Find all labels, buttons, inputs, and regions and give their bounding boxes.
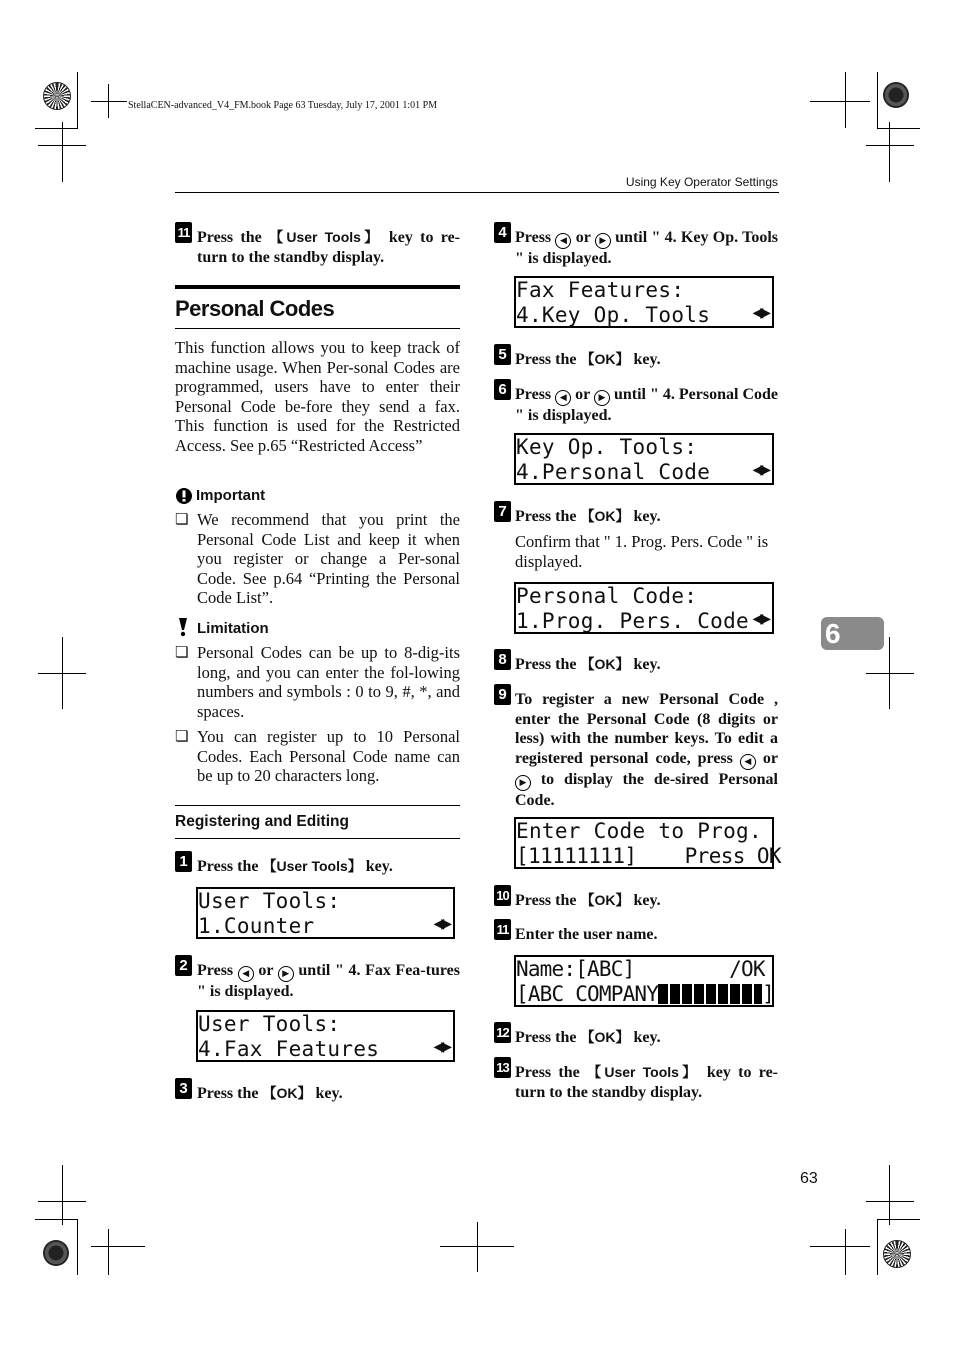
- step-number: 8: [494, 649, 511, 670]
- lcd-display: [514, 433, 774, 485]
- lcd-line: [ABC COMPANY ]: [516, 982, 774, 1006]
- intro-paragraph: This function allows you to keep track of machine usage. When Per-sonal Codes are programmed, users have to enter their Personal Code be-fore they send a fax. This function is used for the Restricted Access. See p.65 “Restricted Access”: [175, 338, 460, 455]
- user-tools-key: 【User Tools】: [262, 858, 362, 874]
- scroll-arrows-icon: ◀▶: [752, 305, 768, 321]
- left-arrow-key-icon: ◀: [238, 966, 254, 982]
- checkbox-icon: ❏: [175, 727, 189, 745]
- scroll-arrows-icon: ◀▶: [433, 916, 449, 932]
- step-number: 13: [494, 1057, 511, 1078]
- lcd-line: Enter Code to Prog.: [516, 819, 762, 843]
- user-tools-key: 【User Tools】: [269, 229, 382, 245]
- step-number: 12: [494, 1022, 511, 1043]
- step-instruction: Press ◀ or ▶ until " 4. Fax Fea-tures " is displayed.: [197, 962, 461, 1000]
- step-instruction: Press the 【User Tools】 key to re-turn to the standby display.: [515, 1064, 779, 1101]
- step-number: 4: [494, 222, 511, 243]
- input-cursor-blocks: [658, 984, 762, 1004]
- lcd-display: [514, 817, 781, 869]
- lcd-display: [196, 1010, 455, 1062]
- header-rule: [175, 192, 779, 193]
- lcd-display: [514, 582, 774, 634]
- limitation-text-2: You can register up to 10 Personal Codes. Each Personal Code name can be up to 20 characters long.: [197, 727, 460, 785]
- section-rule: [175, 285, 460, 289]
- step-number: 6: [494, 379, 511, 400]
- step-number: 7: [494, 501, 511, 522]
- step-instruction: Press the 【User Tools】 key.: [197, 858, 393, 875]
- step-instruction: Press the 【OK】 key.: [515, 656, 661, 673]
- step-instruction: Press the 【OK】 key.: [515, 1029, 661, 1046]
- important-text: We recommend that you print the Personal Code List and keep it when you register or change a Per-sonal Code. See p.64 “Printing the Personal Code List”.: [197, 510, 460, 607]
- lcd-display: [196, 887, 455, 939]
- scroll-arrows-icon: ◀▶: [752, 462, 768, 478]
- step-note: Confirm that " 1. Prog. Pers. Code " is displayed.: [515, 532, 769, 571]
- step-instruction: Press ◀ or ▶ until " 4. Key Op. Tools " is displayed.: [515, 229, 778, 267]
- step-instruction: Press the 【User Tools】 key to re-turn to the standby display.: [197, 229, 461, 266]
- left-arrow-key-icon: ◀: [555, 233, 571, 249]
- right-arrow-key-icon: ▶: [595, 233, 611, 249]
- lcd-line: Name:[ABC] /OK: [516, 957, 765, 981]
- lcd-line: 4.Personal Code: [516, 460, 711, 484]
- checkbox-icon: ❏: [175, 643, 189, 661]
- right-arrow-key-icon: ▶: [278, 966, 294, 982]
- step-instruction: Press the 【OK】 key.: [515, 508, 661, 525]
- limitation-text-1: Personal Codes can be up to 8-dig-its long, and you can enter the fol-lowing numbers and symbols : 0 to 9, #, *, and spaces.: [197, 643, 460, 721]
- step-instruction: To register a new Personal Code , enter the Personal Code (8 digits or less) with the number keys. To edit a registered personal code, press ◀ or ▶ to display the de-sired Personal Code.: [515, 691, 778, 809]
- step-instruction: Press the 【OK】 key.: [197, 1085, 343, 1102]
- subsection-rule: [175, 805, 460, 806]
- lcd-line: User Tools:: [198, 889, 341, 913]
- limitation-icon: [176, 617, 190, 637]
- step-instruction: Press the 【OK】 key.: [515, 351, 661, 368]
- checkbox-icon: ❏: [175, 510, 189, 528]
- scroll-arrows-icon: ◀▶: [752, 611, 768, 627]
- step-number: 9: [494, 684, 511, 705]
- ok-key: 【OK】: [580, 892, 630, 908]
- page-number: 63: [800, 1170, 818, 1187]
- right-arrow-key-icon: ▶: [594, 390, 610, 406]
- user-tools-key: 【User Tools】: [587, 1064, 700, 1080]
- limitation-label: Limitation: [197, 620, 269, 637]
- lcd-line: 1.Counter: [198, 914, 315, 938]
- step-instruction: Press ◀ or ▶ until " 4. Personal Code " is displayed.: [515, 386, 779, 424]
- step-instruction: Press the 【OK】 key.: [515, 892, 661, 909]
- chapter-tab: 6: [821, 617, 884, 650]
- ok-key: 【OK】: [580, 656, 630, 672]
- lcd-line: [11111111] Press OK: [516, 844, 781, 868]
- step-number: 5: [494, 344, 511, 365]
- important-icon: [175, 487, 193, 505]
- left-arrow-key-icon: ◀: [555, 390, 571, 406]
- lcd-line: User Tools:: [198, 1012, 341, 1036]
- section-underline: [175, 328, 460, 329]
- ok-key: 【OK】: [580, 351, 630, 367]
- ok-key: 【OK】: [580, 1029, 630, 1045]
- lcd-display: [514, 276, 774, 328]
- step-number: 2: [175, 955, 192, 976]
- lcd-line: 4.Fax Features: [198, 1037, 380, 1061]
- step-instruction: Enter the user name.: [515, 926, 658, 943]
- subsection-underline: [175, 838, 460, 839]
- lcd-line: Key Op. Tools:: [516, 435, 698, 459]
- lcd-line: 1.Prog. Pers. Code: [516, 609, 749, 633]
- ok-key: 【OK】: [580, 508, 630, 524]
- right-arrow-key-icon: ▶: [515, 775, 531, 791]
- running-header: Using Key Operator Settings: [625, 175, 778, 189]
- left-arrow-key-icon: ◀: [740, 754, 756, 770]
- step-number: 3: [175, 1078, 192, 1099]
- step-number: 10: [494, 885, 511, 906]
- file-info: StellaCEN-advanced_V4_FM.book Page 63 Tuesday, July 17, 2001 1:01 PM: [128, 100, 438, 111]
- subsection-title: Registering and Editing: [175, 813, 349, 830]
- lcd-line: 4.Key Op. Tools: [516, 303, 711, 327]
- scroll-arrows-icon: ◀▶: [433, 1039, 449, 1055]
- step-number: 11: [494, 919, 511, 940]
- step-number: 11: [175, 222, 192, 243]
- lcd-display: [514, 955, 774, 1007]
- important-label: Important: [196, 487, 266, 504]
- step-number: 1: [175, 851, 192, 872]
- lcd-line: Fax Features:: [516, 278, 685, 302]
- section-title: Personal Codes: [175, 296, 335, 321]
- lcd-line: Personal Code:: [516, 584, 698, 608]
- ok-key: 【OK】: [262, 1085, 312, 1101]
